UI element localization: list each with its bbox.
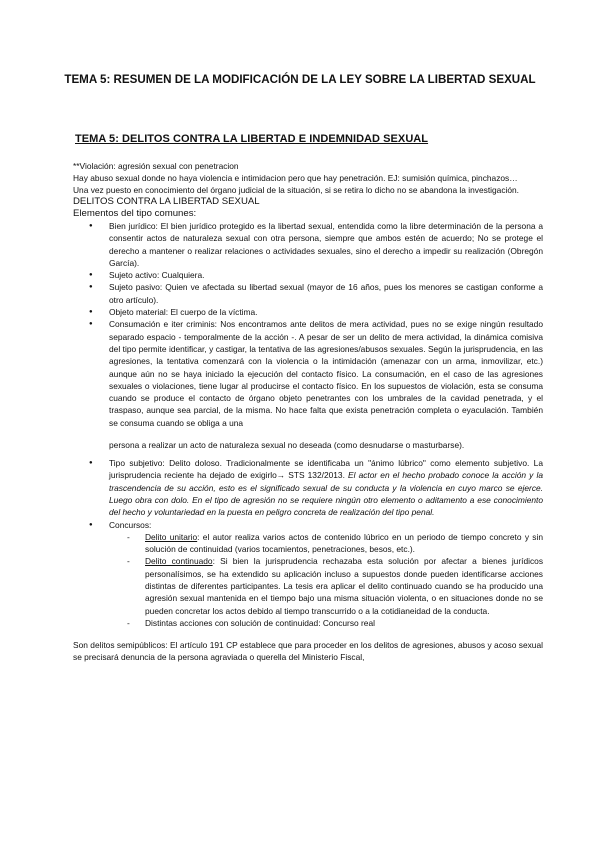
subjective-text: Tipo subjetivo: Delito doloso. Tradicionalmente se identificaba un "ánimo lúbrico" como elemento subjetivo. La jurisprudencia reciente ha dejado de exigirlo→ STS 132/2013. <box>109 458 543 481</box>
concurso-term: Delito continuado <box>145 556 213 567</box>
list-item: ● Objeto material: El cuerpo de la víctima. <box>73 306 543 318</box>
concursos-list <box>109 531 543 629</box>
concurso-text: Distintas acciones con solución de continuidad: Concurso real <box>145 617 375 628</box>
document-subtitle: TEMA 5: DELITOS CONTRA LA LIBERTAD E INDEMNIDAD SEXUAL <box>75 133 429 145</box>
document-body <box>73 160 543 663</box>
elements-heading: Elementos del tipo comunes: <box>73 208 197 219</box>
list-item: ● Sujeto pasivo: Quien ve afectada su libertad sexual (mayor de 16 años, pues los menores se castigan conforme a otro artículo). <box>73 281 543 306</box>
list-item: ● Bien jurídico: El bien jurídico protegido es la libertad sexual, entendida como la libre determinación de la persona a consentir actos de naturaleza sexual con otra persona, siempre que ambos estén de acuerdo; No se protege el derecho a mantener o realizar relaciones o actividades sexuales, sino el derecho a impedir su realización (Obregón García). <box>73 220 543 269</box>
elements-list <box>73 220 543 429</box>
intro-line: Una vez puesto en conocimiento del órgano judicial de la situación, si se retira lo dicho no se abandona la investigación. <box>73 185 520 195</box>
intro-line: Hay abuso sexual donde no haya violencia e intimidacion pero que hay penetración. EJ: sumisión química, pinchazos… <box>73 173 518 183</box>
continuation-text: persona a realizar un acto de naturaleza sexual no deseada (como desnudarse o masturbarse). <box>109 440 465 451</box>
concurso-term: Delito unitario <box>145 531 198 542</box>
intro-line: **Violación: agresión sexual con penetracion <box>73 161 239 171</box>
subjective-list <box>73 457 543 531</box>
list-item <box>109 531 543 556</box>
final-paragraph: Son delitos semipúblicos: El artículo 191 CP establece que para proceder en los delitos de agresiones, abusos y acoso sexual se precisará denuncia de la persona agraviada o querella del Ministerio Fiscal, <box>73 640 543 663</box>
subjective-italic-text: El actor en el hecho probado conoce la acción y la trascendencia de su acción, esto es el significado sexual de su conducta y la violencia en cuyo marco se ejerce. Luego obra con dolo. En el tipo de agresión no se requiere ningún otro elemento o aditamento a ese conocimiento del hecho y voluntariedad en la puesta en peligro concreta de realización del tipo penal. <box>109 470 543 518</box>
concurso-text: : Si bien la jurisprudencia rechazaba esta solución por afectar a bienes jurídicos personalísimos, se ha extendido su aplicación incluso a supuestos donde pueden identificarse acciones distintas de diferentes participantes. La tesis era aplicar el delito continuado cuando se ha producido una agresión sexual mantenida en el tiempo bajo una misma situación violenta, o en situaciones donde no se pueden concretar los actos debido al tiempo transcurrido o a la cotidianeidad de la conducta. <box>145 556 544 616</box>
concurso-text: : el autor realiza varios actos de contenido lúbrico en un periodo de tiempo concreto y sin solución de continuidad (varios tocamientos, penetraciones, besos, etc.). <box>145 531 543 555</box>
list-item: ● Sujeto activo: Cualquiera. <box>73 269 543 281</box>
section-heading: DELITOS CONTRA LA LIBERTAD SEXUAL <box>73 196 260 207</box>
list-item: ● Concursos: <box>73 519 543 531</box>
list-item: ● Consumación e iter criminis: Nos encontramos ante delitos de mera actividad, pues no se exige ningún resultado separado espacio - temporalmente de la acción -. A pesar de ser un delito de mera actividad, la dinámica comisiva del tipo permite identificar, y castigar, la tentativa de las agresiones/abusos sexuales. Según la jurisprudencia, en las agresiones, la tentativa comenzará con la violencia o la intimidación (amenazar con un arma, inmovilizar, etc.) aunque aún no se haya iniciado la ejecución del contacto físico. La consumación, en el caso de las agresiones sexuales o violaciones, tiene lugar al producirse el contacto físico. En los supuestos de violación, esta se consuma cuando se produce el contacto de órgano objeto penetrantes con los umbrales de la cavidad penetrada, y el traspaso, aunque sea parcial, de la misma. No hace falta que exista penetración completa o eyaculación. También se consuma cuando se obliga a una <box>73 318 543 429</box>
list-item <box>109 555 543 616</box>
list-item <box>109 617 543 629</box>
document-title: TEMA 5: RESUMEN DE LA MODIFICACIÓN DE LA LEY SOBRE LA LIBERTAD SEXUAL <box>64 73 536 86</box>
list-item <box>73 457 543 518</box>
